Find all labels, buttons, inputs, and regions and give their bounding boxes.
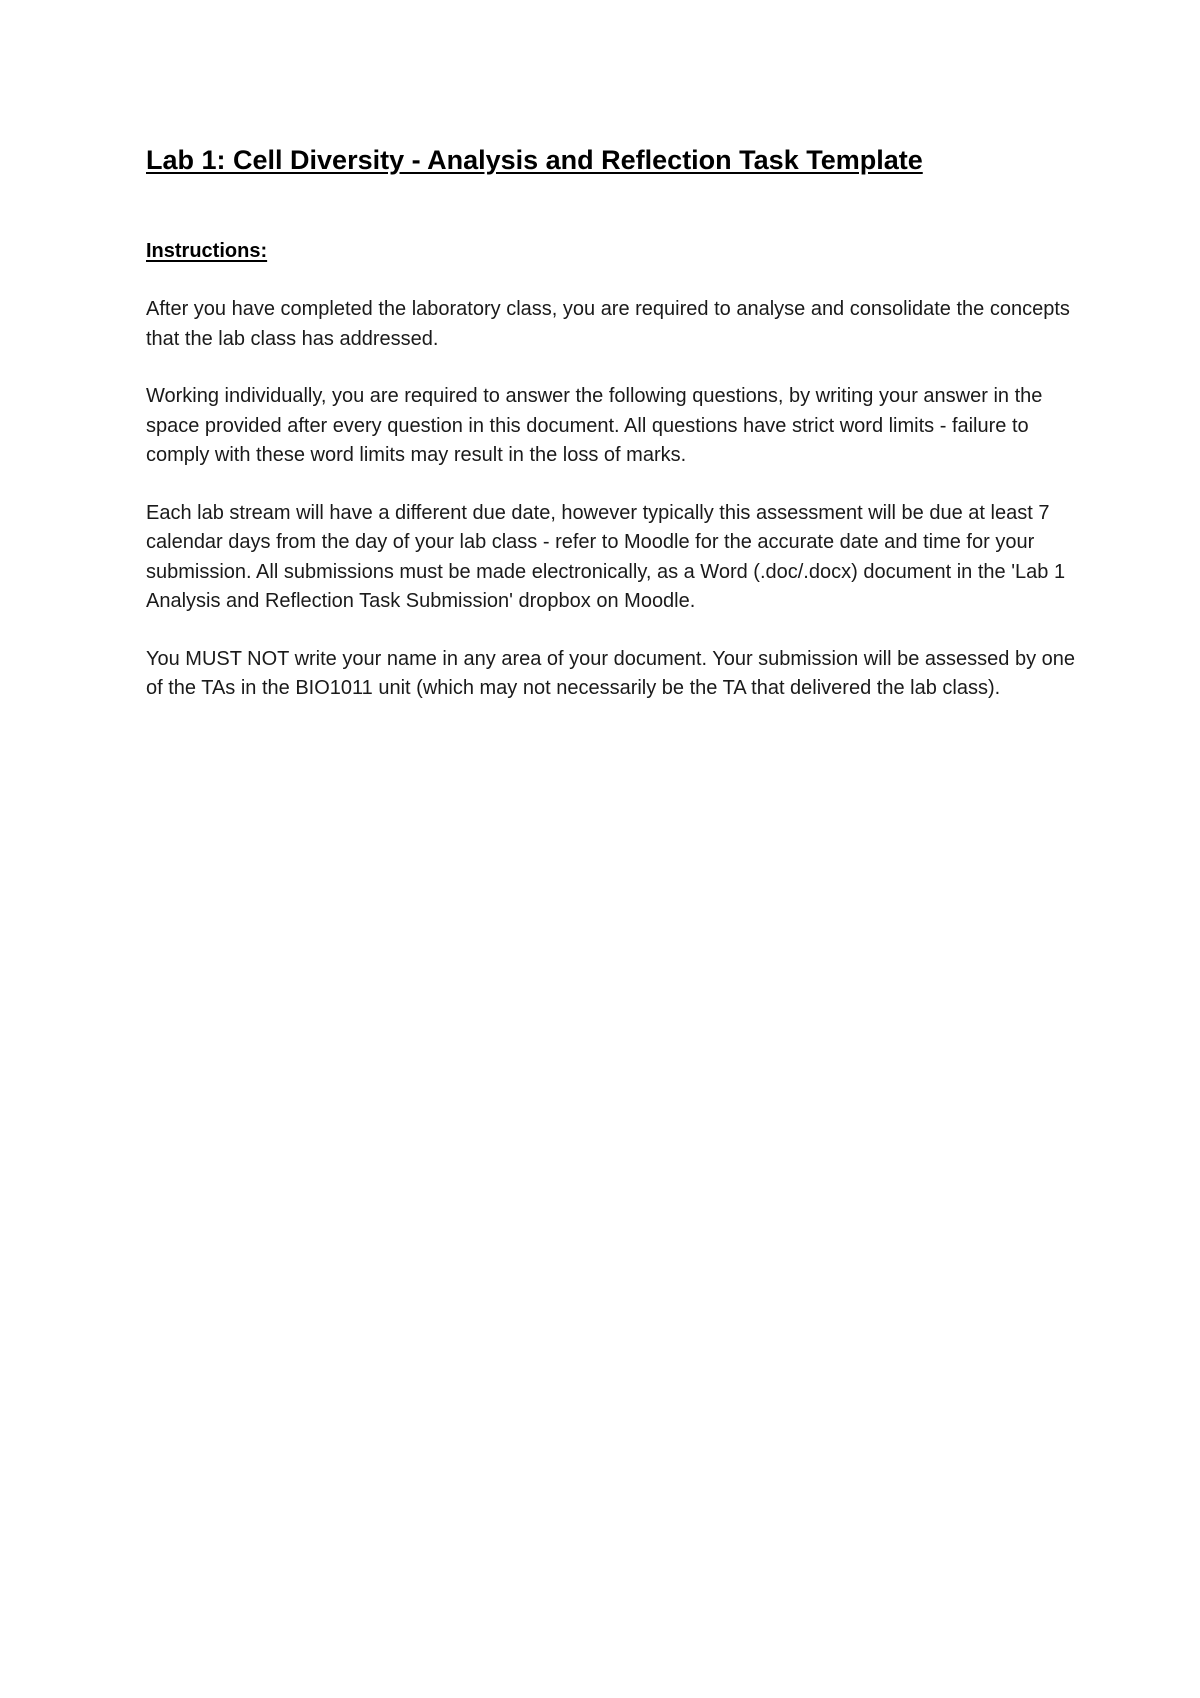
paragraph-no-name: You MUST NOT write your name in any area of your document. Your submission will be assessed by one of the TAs in the BIO1011 unit (which may not necessarily be the TA that delivered the lab class). — [146, 647, 1075, 699]
paragraph-completion: After you have completed the laboratory class, you are required to analyse and consolidate the concepts that the lab class has addressed. — [146, 298, 1070, 350]
document-title: Lab 1: Cell Diversity - Analysis and Reflection Task Template — [146, 145, 923, 175]
instructions-heading: Instructions: — [146, 240, 268, 262]
paragraph-working-individually: Working individually, you are required to answer the following questions, by writing your answer in the space provided after every question in this document. All questions have strict word limits - failure to comply with these word limits may result in the loss of marks. — [146, 385, 1043, 466]
paragraph-due-date: Each lab stream will have a different due date, however typically this assessment will be due at least 7 calendar days from the day of your lab class - refer to Moodle for the accurate date and time for your submission. All submissions must be made electronically, as a Word (.doc/.docx) document in the 'Lab 1 Analysis and Reflection Task Submission' dropbox on Moodle. — [146, 501, 1066, 612]
document-body — [146, 140, 1076, 704]
